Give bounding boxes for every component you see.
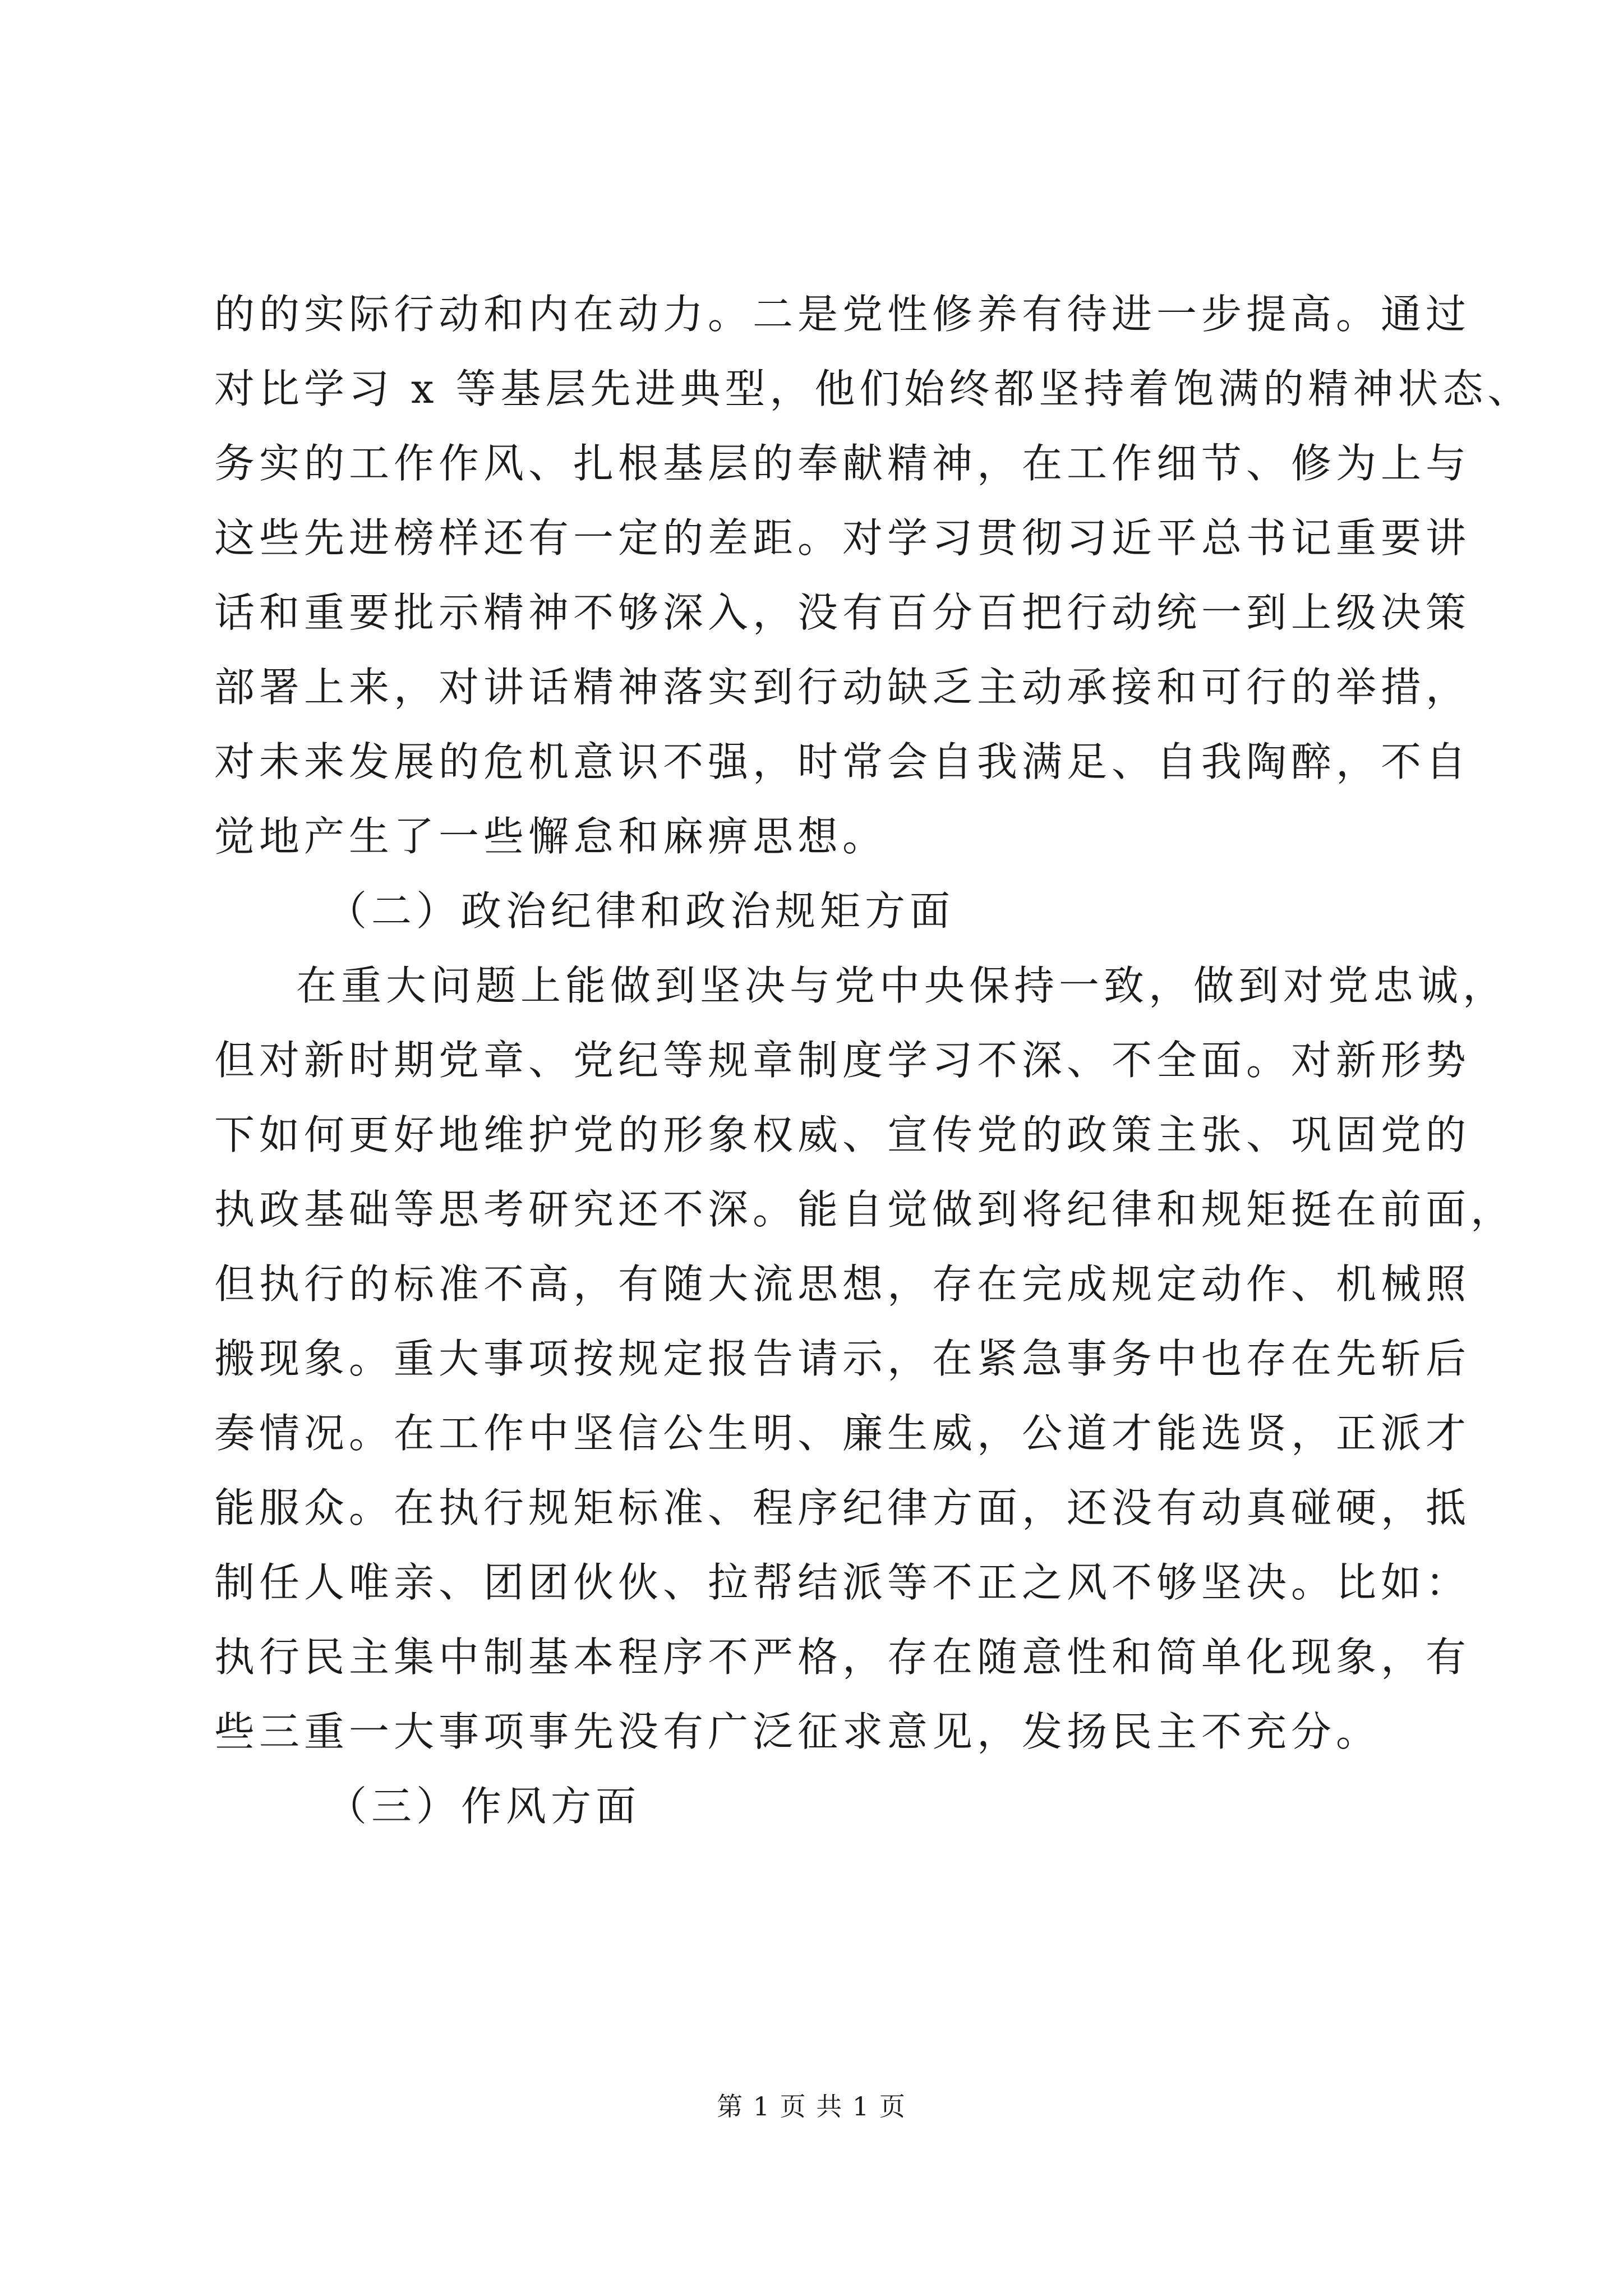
section-heading: （三）作风方面: [326, 1783, 641, 1830]
paragraph-line: 执政基础等思考研究还不深。能自觉做到将纪律和规矩挺在前面，: [214, 1186, 1516, 1233]
paragraph-line: 话和重要批示精神不够深入，没有百分百把行动统一到上级决策: [214, 589, 1471, 636]
page-number-footer: 第 1 页 共 1 页: [717, 2091, 906, 2122]
paragraph-line: 但对新时期党章、党纪等规章制度学习不深、不全面。对新形势: [214, 1037, 1471, 1084]
paragraph-line: 能服众。在执行规矩标准、程序纪律方面，还没有动真碰硬，抵: [214, 1484, 1471, 1531]
paragraph-line: 觉地产生了一些懈怠和麻痹思想。: [214, 813, 888, 860]
paragraph-line: 执行民主集中制基本程序不严格，存在随意性和简单化现象，有: [214, 1634, 1471, 1681]
paragraph-line: 奏情况。在工作中坚信公生明、廉生威，公道才能选贤，正派才: [214, 1410, 1471, 1457]
paragraph-line: 在重大问题上能做到坚决与党中央保持一致，做到对党忠诚，: [296, 962, 1508, 1009]
paragraph-line: 搬现象。重大事项按规定报告请示，在紧急事务中也存在先斩后: [214, 1335, 1471, 1382]
paragraph-line: 这些先进榜样还有一定的差距。对学习贯彻习近平总书记重要讲: [214, 514, 1471, 562]
paragraph-line: 的的实际行动和内在动力。二是党性修养有待进一步提高。通过: [214, 291, 1471, 338]
paragraph-line: 些三重一大事项事先没有广泛征求意见，发扬民主不充分。: [214, 1708, 1381, 1755]
paragraph-line: 对未来发展的危机意识不强，时常会自我满足、自我陶醉，不自: [214, 738, 1471, 785]
paragraph-line: 对比学习 x 等基层先进典型，他们始终都坚持着饱满的精神状态、: [214, 365, 1533, 412]
paragraph-line: 部署上来，对讲话精神落实到行动缺乏主动承接和可行的举措，: [214, 664, 1471, 711]
paragraph-line: 下如何更好地维护党的形象权威、宣传党的政策主张、巩固党的: [214, 1111, 1471, 1158]
paragraph-line: 但执行的标准不高，有随大流思想，存在完成规定动作、机械照: [214, 1260, 1471, 1308]
section-heading: （二）政治纪律和政治规矩方面: [326, 887, 955, 935]
paragraph-line: 务实的工作作风、扎根基层的奉献精神，在工作细节、修为上与: [214, 440, 1471, 487]
paragraph-line: 制任人唯亲、团团伙伙、拉帮结派等不正之风不够坚决。比如：: [214, 1559, 1471, 1606]
